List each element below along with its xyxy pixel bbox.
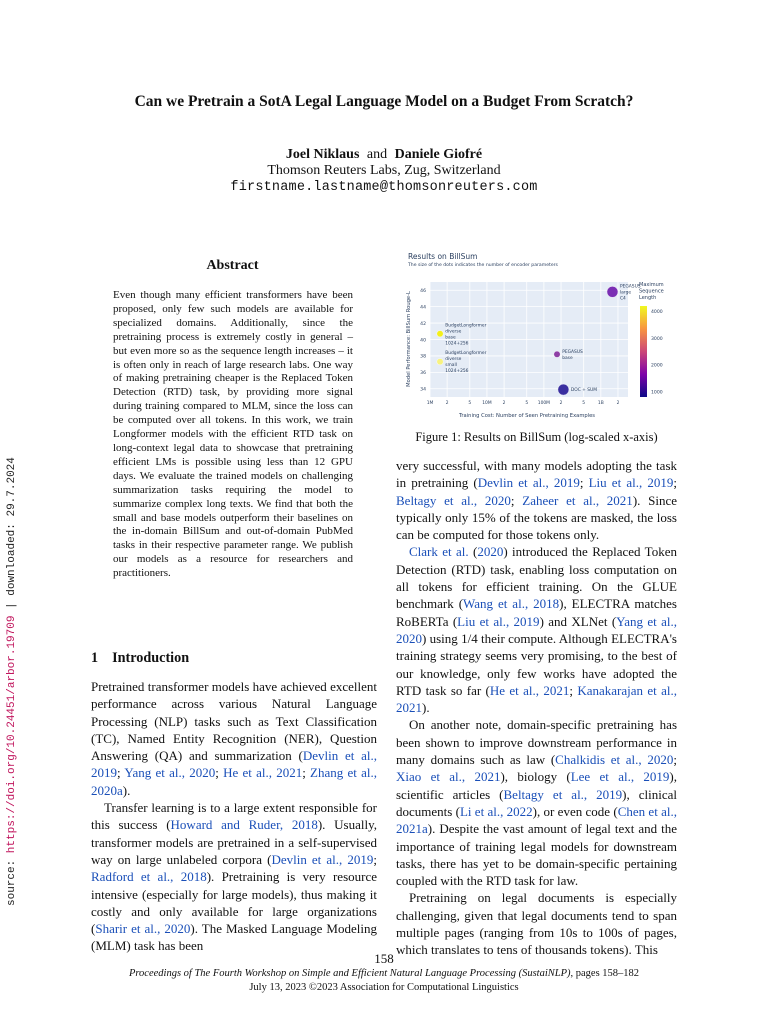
paragraph	[396, 889, 677, 958]
x-tick-labels	[427, 400, 620, 406]
colorbar-title: Length	[639, 295, 657, 301]
text-run: ). Usually, transformer models are pretrained in a self-supervised way on large unlabeled corpora (	[91, 817, 377, 867]
page-number: 158	[374, 951, 394, 966]
data-point	[437, 358, 443, 364]
sidebar-prefix: source:	[6, 853, 18, 906]
x-tick-label: 2	[445, 401, 449, 406]
x-tick-label: 10M	[482, 401, 492, 406]
text-run: Pretraining on legal documents is especially challenging, given that legal documents tend to span multiple pages (ranging from 10s to 100s of pages, which translates to tens of thousands tokens). This	[396, 890, 677, 958]
colorbar-title: Maximum	[639, 282, 664, 288]
affiliation: Thomson Reuters Labs, Zug, Switzerland	[267, 163, 501, 178]
point-label: 1024+256	[445, 341, 469, 347]
y-tick-label: 38	[420, 354, 426, 360]
section-number: 1	[91, 650, 99, 666]
colorbar-gradient	[640, 306, 647, 397]
section-heading	[91, 650, 189, 667]
text-run: ;	[673, 475, 677, 491]
source-sidebar	[6, 457, 18, 906]
point-label: 1024+256	[445, 369, 469, 375]
point-label: PEGASUS	[619, 284, 641, 290]
data-point	[554, 351, 560, 357]
citation-link[interactable]: Beltagy et al., 2020	[396, 492, 511, 508]
text-run: ). Since typically only 15% of the tokens are masked, the loss can be computed for those tokens only.	[396, 492, 678, 543]
x-tick-label: 5	[468, 401, 472, 406]
point-label: diverse	[445, 329, 462, 335]
paragraph	[396, 543, 677, 716]
point-label: small	[445, 363, 457, 369]
citation-link[interactable]: Yang et al., 2020	[124, 765, 216, 781]
citation-link[interactable]: 2020	[477, 544, 504, 560]
data-point	[607, 286, 618, 297]
point-label: diverse	[445, 357, 462, 363]
left-column-body	[91, 678, 377, 955]
x-tick-label: 100M	[537, 401, 550, 406]
citation-link[interactable]: Yang et al., 2020	[396, 613, 678, 646]
text-run: ;	[302, 765, 311, 781]
citation-link[interactable]: Lee et al., 2019	[570, 769, 670, 785]
email: firstname.lastname@thomsonreuters.com	[230, 180, 538, 195]
citation-link[interactable]: Radford et al., 2018	[91, 869, 207, 885]
colorbar-tick-label: 3000	[651, 336, 663, 342]
citation-link[interactable]: Beltagy et al., 2019	[503, 786, 623, 802]
abstract-heading: Abstract	[206, 258, 259, 273]
colorbar-tick-label: 1000	[651, 390, 663, 396]
citation-link[interactable]: Wang et al., 2018	[463, 596, 560, 612]
colorbar-title: Sequence	[639, 288, 664, 295]
citation-link[interactable]: Chen et al., 2021a	[396, 803, 677, 837]
text-run: ). Despite the vast amount of legal text and the importance of training legal models for downstream tasks, there has yet to be domain-specific pertaining coupled with the RTD task for law.	[396, 821, 677, 889]
paragraph	[396, 716, 677, 889]
data-point	[437, 331, 443, 337]
text-run: ). Pretraining is very resource intensive (especially for large models), thus making it costly and only available for large organizations (	[91, 869, 377, 937]
y-tick-label: 46	[420, 289, 426, 295]
text-run: ), clinical documents (	[396, 786, 677, 819]
text-run: On another note, domain-specific pretraining has been shown to improve downstream performance in many domains such as law (	[396, 717, 677, 768]
author-and: and	[366, 147, 388, 162]
citation-link[interactable]: Liu et al., 2019	[457, 613, 540, 629]
citation-link[interactable]: Li et al., 2022	[459, 803, 533, 819]
colorbar-tick-label: 4000	[651, 310, 663, 316]
section-title: Introduction	[112, 650, 190, 666]
citation-link[interactable]: Sharir et al., 2020	[95, 921, 191, 937]
citation-link[interactable]: He et al., 2021	[223, 765, 303, 781]
text-run: Pretrained transformer models have achieved excellent performance across various Natural Language Processing (NLP) tasks such as Text Classification (TC), Named Entity Recognition (NER), Question Answering (QA) and summarization (	[91, 679, 377, 764]
y-tick-label: 44	[420, 305, 426, 311]
text-run: ;	[579, 475, 589, 491]
text-run: ) using 1/4 their compute. Although ELECTRA's training strategy seems very promising, to the best of our knowledge, only few works have adopted the RTD task so far (	[396, 630, 677, 698]
y-tick-labels	[420, 288, 426, 393]
proceedings-pages: , pages 158–182	[570, 968, 640, 979]
citation-link[interactable]: Zhang et al., 2020a	[91, 765, 377, 798]
point-label: base	[445, 335, 456, 341]
citation-link[interactable]: Clark et al.	[409, 544, 469, 560]
y-tick-label: 36	[420, 371, 426, 377]
text-run: ;	[117, 765, 125, 781]
text-run: very successful, with many models adopting the task in pretraining (	[396, 458, 677, 491]
point-label: base	[562, 355, 573, 361]
citation-link[interactable]: Kanakarajan et al., 2021	[396, 682, 677, 716]
text-run: (	[468, 544, 478, 560]
point-label: C4	[619, 296, 626, 302]
y-tick-label: 40	[420, 338, 426, 344]
y-tick-label: 34	[420, 387, 426, 393]
paper-title: Can we Pretrain a SotA Legal Language Model on a Budget From Scratch?	[134, 93, 634, 110]
text-run: ;	[510, 492, 523, 508]
figure-caption: Figure 1: Results on BillSum (log-scaled x-axis)	[415, 430, 658, 444]
chart-subtitle: The size of the dots indicates the number of encoder parameters	[408, 263, 558, 268]
point-label: large	[619, 290, 632, 296]
point-label: PEGASUS	[562, 349, 583, 355]
y-axis-label: Model Performance: BillSum Rouge-L	[406, 291, 412, 387]
colorbar-tick-label: 2000	[651, 363, 663, 369]
citation-link[interactable]: Howard and Ruder, 2018	[170, 817, 318, 833]
x-tick-label: 5	[582, 401, 586, 406]
abstract-text: Even though many efficient transformers have been proposed, only few such models are available for specialized domains. Additionally, since the pretraining process is extremely costly in general – but even more so as the sequence length increases – it is often only in reach of large research labs. One way of making pretraining cheaper is the Replaced Token Detection (RTD) task, by providing more signal during training compared to MLM, since the loss can be computed over all tokens. In this work, we train Longformer models with the efficient RTD task on long-context legal data to showcase that pretraining efficient LMs is possible using less than 12 GPU days. We evaluate the trained models on challenging summarization tasks requiring the model to summarize complex long texts. We find that both the small and base models outperform their baselines on the in-domain BillSum and out-of-domain PubMed tasks in their respective parameter range. We publish our models as a resource for researchers and practitioners.	[113, 289, 353, 580]
x-tick-label: 5	[525, 401, 529, 406]
y-tick-label: 42	[420, 321, 426, 327]
author-line	[0, 147, 768, 163]
text-run: ;	[373, 851, 377, 867]
citation-link[interactable]: Chalkidis et al., 2020	[555, 752, 674, 768]
doi-link[interactable]: https://doi.org/10.24451/arbor.19709	[6, 615, 18, 854]
citation-link[interactable]: Xiao et al., 2021	[396, 769, 501, 785]
citation-link[interactable]: Zaheer et al., 2021	[522, 492, 633, 508]
text-run: ) introduced the Replaced Token Detection (RTD) task, enabling loss computation on all tokens for efficient training. On the GLUE benchmark (	[396, 544, 677, 612]
x-tick-label: 1M	[426, 401, 434, 406]
text-run: ;	[673, 752, 677, 768]
citation-link[interactable]: Devlin et al., 2019	[477, 475, 580, 491]
proceedings-name: Proceedings of The Fourth Workshop on Simple and Efficient Natural Language Processing (SustaiNLP)	[128, 968, 571, 979]
text-run: ), biology (	[500, 769, 571, 785]
citation-link[interactable]: Devlin et al., 2019	[91, 748, 377, 781]
author-2: Daniele Giofré	[394, 147, 483, 162]
colorbar	[639, 282, 664, 397]
citation-link[interactable]: He et al., 2021	[489, 682, 570, 698]
paragraph	[91, 678, 377, 799]
text-run: ) and XLNet (	[539, 613, 617, 629]
text-run: ).	[422, 700, 430, 716]
text-run: ), ELECTRA matches RoBERTa (	[396, 596, 677, 629]
chart-title: Results on BillSum	[408, 252, 478, 261]
right-column-body	[396, 457, 677, 959]
citation-link[interactable]: Devlin et al., 2019	[271, 851, 374, 867]
copyright-line: July 13, 2023 ©2023 Association for Computational Linguistics	[249, 982, 519, 993]
x-tick-label: 2	[559, 401, 563, 406]
paragraph	[91, 799, 377, 955]
data-point	[558, 384, 569, 395]
text-run: ).	[122, 782, 131, 798]
x-tick-label: 2	[502, 401, 506, 406]
billsum-chart	[400, 242, 676, 420]
point-label: BudgetLongformer	[445, 323, 487, 329]
x-tick-label: 2	[616, 401, 620, 406]
author-1: Joel Niklaus	[285, 147, 360, 162]
paragraph	[396, 457, 677, 543]
text-run: ;	[215, 765, 224, 781]
x-axis-label: Training Cost: Number of Seen Pretraining Examples	[459, 413, 595, 419]
text-run: ), or even code (	[532, 803, 618, 819]
point-label: BudgetLongformer	[445, 351, 487, 357]
citation-link[interactable]: Liu et al., 2019	[588, 475, 674, 491]
x-tick-label: 1B	[597, 401, 604, 406]
sidebar-suffix: | downloaded: 29.7.2024	[6, 457, 18, 616]
text-run: ;	[569, 682, 578, 698]
point-label: DOC + SUM	[570, 388, 598, 394]
text-run: ). The Masked Language Modeling (MLM) task has been	[91, 921, 377, 954]
text-run: Transfer learning is to a large extent responsible for this success (	[91, 800, 377, 833]
proceedings-line	[0, 968, 768, 979]
text-run: ), scientific articles (	[396, 769, 677, 802]
